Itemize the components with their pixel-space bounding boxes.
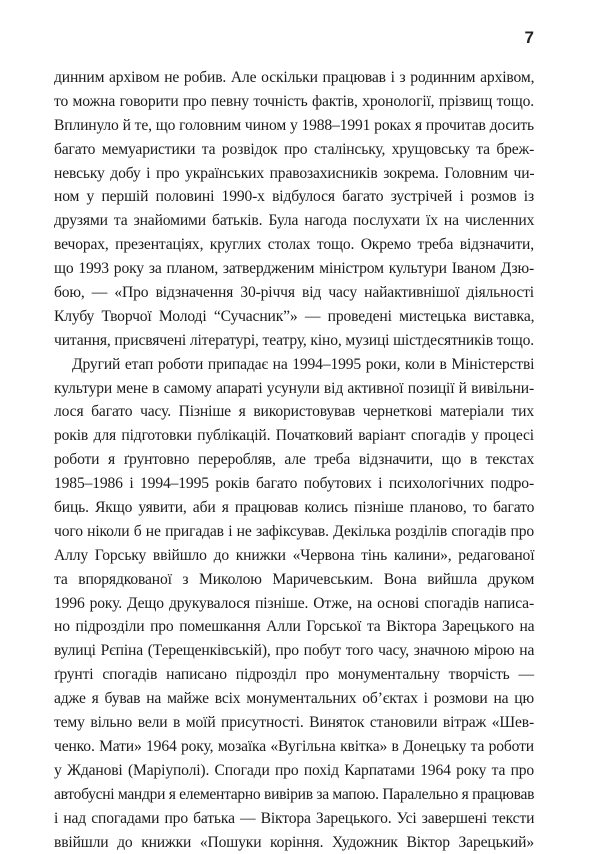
text-line: вечорах, презентаціях, круглих столах тощо. Окремо треба відзначити, <box>54 233 534 257</box>
text-line: чого ніколи б не пригадав і не зафіксував. Декілька розділів спогадів про <box>54 520 534 544</box>
text-line: но підрозділи про помешкання Алли Горської та Віктора Зарецького на <box>54 615 534 639</box>
text-line: ґрунті спогадів написано підрозділ про монументальну творчість — <box>54 663 534 687</box>
page-number: 7 <box>525 28 534 48</box>
text-line: лося багато часу. Пізніше я використовував чернеткові матеріали тих <box>54 400 534 424</box>
text-line: невську добу і про українських правозахисників зокрема. Головним чи- <box>54 162 534 186</box>
text-line: биць. Якщо уявити, аби я працював колись пізніше планово, то багато <box>54 496 534 520</box>
text-line: ввійшли до книжки «Пошуки коріння. Художник Віктор Зарецький» <box>54 831 534 854</box>
text-line: то можна говорити про певну точність фактів, хронології, прізвищ тощо. <box>54 90 534 114</box>
text-line: ном у першій половині 1990-х відбулося багато зустрічей і розмов із <box>54 185 534 209</box>
text-line: адже я бував на майже всіх монументальних об’єктах і розмови на цю <box>54 687 534 711</box>
text-line: 1996 року. Дещо друкувалося пізніше. Отже, на основі спогадів написа- <box>54 592 534 616</box>
text-line: читання, присвячені літературі, театру, кіно, музиці шістдесятників тощо. <box>54 329 534 353</box>
text-line: і над спогадами про батька — Віктора Зарецького. Усі завершені тексти <box>54 807 534 831</box>
text-line: 1985–1986 і 1994–1995 років багато побутових і психологічних подро- <box>54 472 534 496</box>
text-line: Клубу Творчої Молоді “Сучасник”» — проведені мистецька виставка, <box>54 305 534 329</box>
text-line: тему вільно вели в моїй присутності. Виняток становили вітраж «Шев- <box>54 711 534 735</box>
text-line: Аллу Горську ввійшло до книжки «Червона тінь калини», редагованої <box>54 544 534 568</box>
text-line: бою, — «Про відзначення 30-річчя від часу найактивнішої діяльності <box>54 281 534 305</box>
text-line: роботи я ґрунтовно переробляв, але треба відзначити, що в текстах <box>54 448 534 472</box>
text-line: культури мене в самому апараті усунули від активної позиції й вивільни- <box>54 377 534 401</box>
text-line: багато мемуаристики та розвідок про сталінську, хрущовську та бреж- <box>54 138 534 162</box>
paragraph <box>54 353 534 854</box>
text-line: друзями та знайомими батьків. Була нагода послухати їх на численних <box>54 209 534 233</box>
text-line: Вплинуло й те, що головним чином у 1988–1991 роках я прочитав досить <box>54 114 534 138</box>
text-line: та впорядкованої з Миколою Маричевським. Вона вийшла друком <box>54 568 534 592</box>
text-line: що 1993 року за планом, затвердженим міністром культури Іваном Дзю- <box>54 257 534 281</box>
text-line: у Жданові (Маріуполі). Спогади про похід Карпатами 1964 року та про <box>54 759 534 783</box>
text-line: Другий етап роботи припадає на 1994–1995 роки, коли в Міністерстві <box>54 353 534 377</box>
body-text <box>54 66 534 854</box>
text-line: динним архівом не робив. Але оскільки працював і з родинним архівом, <box>54 66 534 90</box>
paragraph <box>54 66 534 353</box>
text-line: ченко. Мати» 1964 року, мозаїка «Вугільна квітка» в Донецьку та роботи <box>54 735 534 759</box>
text-line: років для підготовки публікацій. Початковий варіант спогадів у процесі <box>54 424 534 448</box>
text-line: вулиці Рєпіна (Терещенківській), про побут того часу, значною мірою на <box>54 639 534 663</box>
text-line: автобусні мандри я елементарно вивірив за мапою. Паралельно я працював <box>54 783 534 807</box>
